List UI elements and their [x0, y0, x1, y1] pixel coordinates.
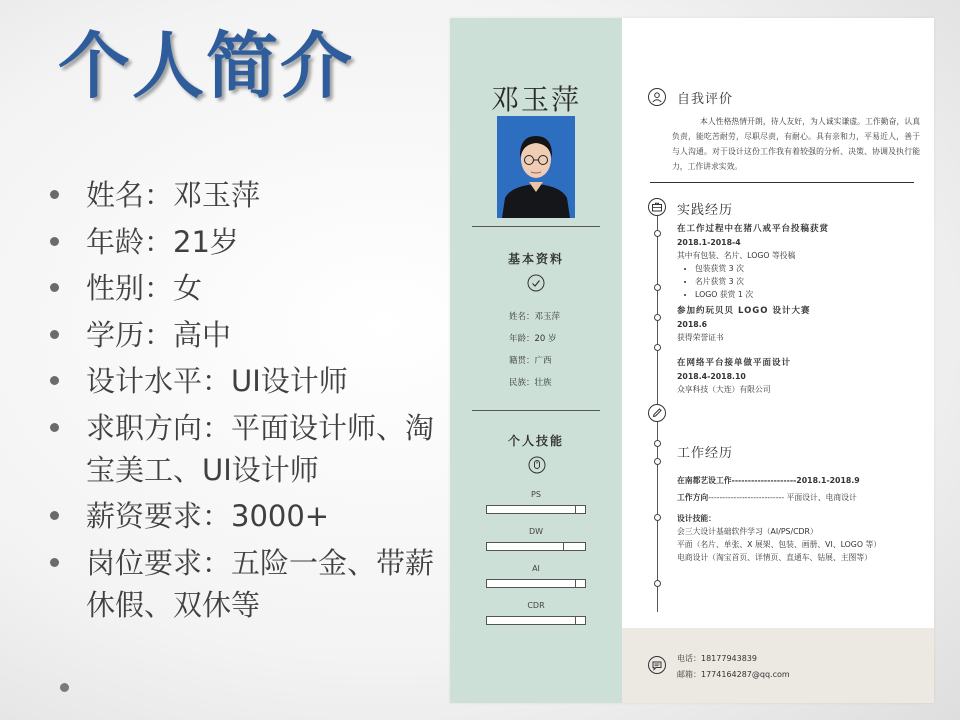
bullet-item — [50, 174, 450, 216]
message-icon — [648, 656, 666, 674]
practice-heading: 在网络平台接单做平面设计 — [677, 358, 792, 368]
design-skill-line: 平面（名片、单张、X 展架、包装、画册、VI、LOGO 等） — [677, 540, 882, 549]
practice-desc: 获得荣誉证书 — [677, 333, 724, 342]
mouse-icon — [528, 456, 546, 478]
work-title: 工作经历 — [677, 446, 734, 461]
skill-name: CDR — [527, 601, 545, 610]
skill-row — [486, 490, 586, 514]
resume-page — [450, 18, 934, 703]
practice-award-list — [677, 262, 922, 301]
basic-info-item: 民族：壮族 — [509, 378, 552, 388]
timeline-node — [654, 580, 661, 587]
user-icon — [648, 88, 666, 106]
bullet-item — [50, 267, 450, 309]
practice-award: • 名片获赏 3 次 — [695, 275, 922, 288]
bullet-dot — [50, 283, 59, 292]
work-direction-value: --------------------------- 平面设计、电商设计 — [708, 493, 857, 502]
resume-main — [622, 18, 934, 628]
bullet-item — [50, 360, 450, 402]
slide-bullet-dot — [60, 683, 69, 692]
skill-bar — [486, 579, 586, 588]
pencil-icon — [648, 404, 666, 422]
bullet-text: 岗位要求：五险一金、带薪休假、双休等 — [86, 545, 435, 622]
work-line — [677, 491, 922, 504]
self-eval-text: 本人性格热情开朗，待人友好，为人诚实谦虚。工作勤奋，认真负责，能吃苦耐劳，尽职尽责，有耐心。具有亲和力，平易近人，善于与人沟通。对于设计这份工作我有着较强的分析、决策、协调及执行能力，工作讲求实效。 — [672, 117, 920, 171]
bullet-text: 薪资要求：3000+ — [86, 499, 330, 533]
bullet-text: 年龄：21岁 — [86, 224, 239, 259]
resume-name: 邓玉萍 — [490, 83, 581, 116]
work-line: 在南都艺设工作--------------------2018.1-2018.9 — [677, 476, 860, 485]
bullet-text: 求职方向：平面设计师、淘宝美工、UI设计师 — [86, 410, 435, 487]
skill-bar — [486, 542, 586, 551]
bullet-dot — [50, 423, 59, 432]
design-skills-label: 设计技能： — [677, 514, 716, 523]
sidebar-divider — [472, 410, 600, 411]
bullet-item — [50, 495, 450, 537]
skill-bar-fill — [487, 543, 564, 550]
practice-item — [677, 305, 922, 344]
section-divider — [650, 182, 914, 183]
timeline-node — [654, 458, 661, 465]
work-direction-label: 工作方向 — [677, 493, 709, 502]
contact-phone: 电话：18177943839 — [677, 654, 757, 663]
practice-item — [677, 357, 922, 396]
contact-footer — [622, 628, 934, 703]
skill-name: AI — [532, 564, 540, 573]
design-skill-line: 会三大设计基础软件学习（AI/PS/CDR） — [677, 527, 818, 536]
skill-row — [486, 527, 586, 551]
practice-award: • LOGO 获赏 1 次 — [695, 288, 922, 301]
practice-item — [677, 223, 922, 301]
skill-bar — [486, 505, 586, 514]
bullet-dot — [50, 558, 59, 567]
timeline-node — [654, 344, 661, 351]
bullet-text: 设计水平：UI设计师 — [86, 364, 348, 398]
timeline-node — [654, 440, 661, 447]
bullet-item — [50, 542, 450, 626]
timeline-node — [654, 284, 661, 291]
resume-sidebar — [450, 18, 622, 703]
practice-heading: 在工作过程中在猪八戒平台投稿获赏 — [677, 224, 830, 234]
bullet-dot — [50, 190, 59, 199]
skill-row — [486, 564, 586, 588]
bullet-item — [50, 221, 450, 263]
bullet-dot — [50, 330, 59, 339]
bullet-dot — [50, 511, 59, 520]
profile-photo — [497, 116, 575, 218]
basic-info-title: 基本资料 — [507, 252, 564, 266]
bullet-text: 性别：女 — [86, 271, 203, 305]
bullet-list — [50, 174, 450, 630]
self-eval-title: 自我评价 — [677, 92, 734, 107]
practice-award: • 包装获赏 3 次 — [695, 262, 922, 275]
practice-title: 实践经历 — [677, 203, 734, 218]
skill-name: PS — [531, 490, 541, 499]
practice-desc: 众享科技（大连）有限公司 — [677, 385, 771, 394]
check-circle-icon — [527, 274, 545, 292]
bullet-dot — [50, 237, 59, 246]
basic-info-list — [509, 306, 560, 394]
practice-date: 2018.4-2018.10 — [677, 372, 746, 381]
bullet-item — [50, 314, 450, 356]
basic-info-item: 年龄：20 岁 — [509, 334, 557, 344]
skill-bar — [486, 616, 586, 625]
sidebar-divider — [472, 226, 600, 227]
design-skill-line: 电商设计（淘宝首页、详情页、直通车、钻展、主图等） — [677, 553, 872, 562]
skills-title: 个人技能 — [507, 434, 564, 448]
basic-info-item: 姓名：邓玉萍 — [509, 312, 561, 322]
slide-title: 个人简介 — [58, 24, 355, 108]
skill-row — [486, 601, 586, 625]
skill-bar-fill — [487, 617, 576, 624]
timeline-node — [654, 314, 661, 321]
contact-info — [677, 651, 790, 683]
work-block — [677, 474, 922, 564]
bullet-dot — [50, 376, 59, 385]
timeline-node — [654, 230, 661, 237]
bullet-item — [50, 407, 450, 491]
skill-bar-fill — [487, 580, 576, 587]
practice-date: 2018.1-2018-4 — [677, 238, 741, 247]
practice-desc: 其中有包装、名片、LOGO 等投稿 — [677, 251, 796, 260]
briefcase-icon — [648, 198, 666, 216]
contact-email: 邮箱：1774164287@qq.com — [677, 670, 790, 679]
skill-bar-fill — [487, 506, 576, 513]
timeline-node — [654, 514, 661, 521]
bullet-text: 姓名：邓玉萍 — [86, 178, 261, 212]
practice-date: 2018.6 — [677, 320, 708, 329]
basic-info-item: 籍贯：广西 — [509, 356, 552, 366]
bullet-text: 学历：高中 — [86, 317, 232, 352]
practice-heading: 参加约玩贝贝 LOGO 设计大赛 — [677, 306, 811, 316]
skill-name: DW — [528, 527, 544, 536]
